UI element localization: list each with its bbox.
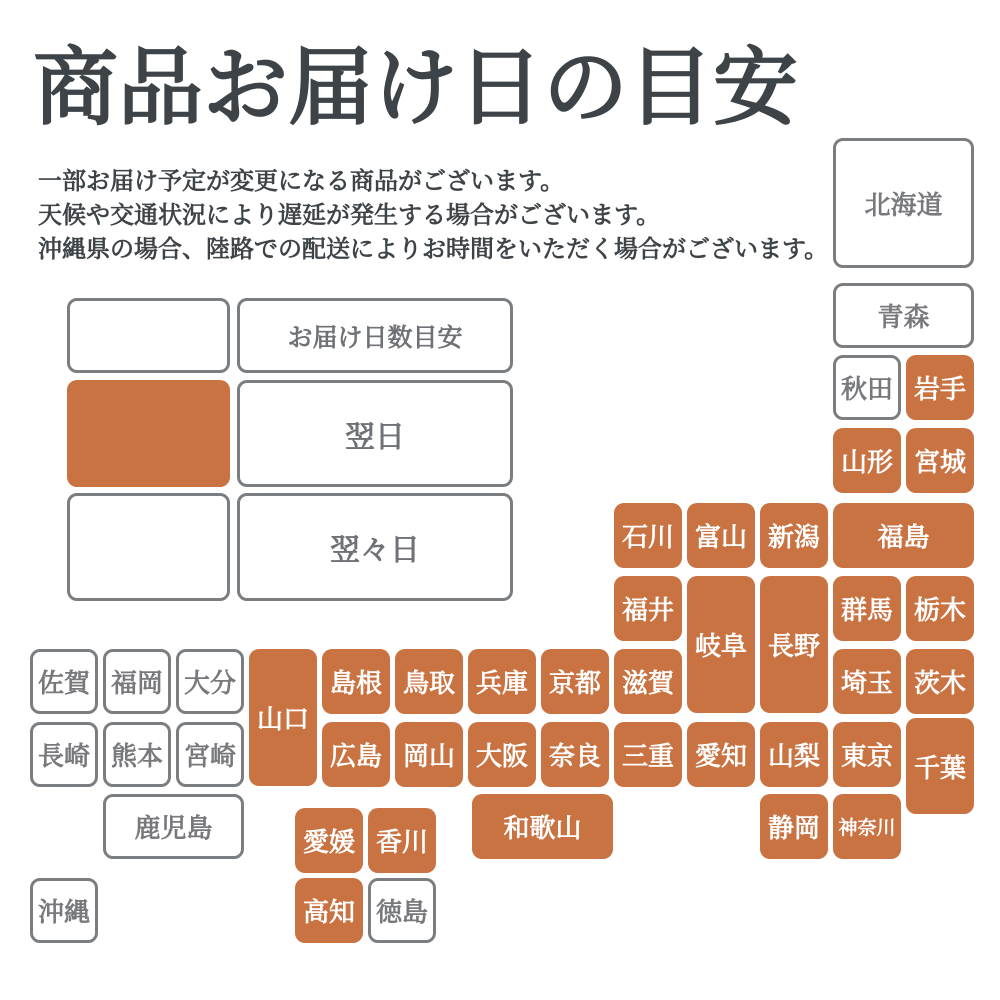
prefecture-box-mie [614, 722, 682, 787]
prefecture-label-ehime: 愛媛 [302, 827, 355, 857]
prefecture-label-nara: 奈良 [548, 741, 601, 771]
prefecture-label-kyoto: 京都 [548, 668, 601, 698]
prefecture-label-saga: 佐賀 [37, 668, 90, 698]
prefecture-box-nagasaki [30, 722, 98, 787]
prefecture-box-gifu [687, 576, 755, 713]
prefecture-box-kagoshima [103, 794, 244, 859]
prefecture-box-tottori [395, 649, 463, 714]
note-line-1: 一部お届け予定が変更になる商品がございます。 [38, 168, 565, 195]
prefecture-label-kagoshima: 鹿児島 [134, 813, 213, 843]
prefecture-box-miyazaki [176, 722, 244, 787]
prefecture-label-kumamoto: 熊本 [110, 741, 163, 771]
prefecture-label-hiroshima: 広島 [329, 741, 382, 771]
legend-next-day-label: 翌日 [345, 420, 405, 454]
prefecture-box-aomori [833, 283, 974, 348]
prefecture-label-oita: 大分 [183, 668, 236, 698]
prefecture-box-tokyo [833, 722, 901, 787]
prefecture-label-tottori: 鳥取 [402, 668, 455, 698]
prefecture-label-fukushima: 福島 [877, 522, 930, 552]
prefecture-label-gunma: 群馬 [840, 595, 893, 625]
prefecture-label-yamanashi: 山梨 [767, 741, 820, 771]
prefecture-box-nara [541, 722, 609, 787]
prefecture-label-iwate: 岩手 [913, 374, 966, 404]
prefecture-label-toyama: 富山 [694, 522, 747, 552]
prefecture-box-saga [30, 649, 98, 714]
prefecture-box-saitama [833, 649, 901, 714]
prefecture-box-oita [176, 649, 244, 714]
prefecture-label-mie: 三重 [621, 741, 674, 771]
prefecture-box-aichi [687, 722, 755, 787]
prefecture-label-tokushima: 徳島 [375, 897, 428, 927]
prefecture-label-yamagata: 山形 [840, 447, 893, 477]
prefecture-box-okayama [395, 722, 463, 787]
prefecture-label-ibaraki: 茨木 [913, 668, 966, 698]
prefecture-box-hyogo [468, 649, 536, 714]
prefecture-box-yamanashi [760, 722, 828, 787]
legend-two-days-label: 翌々日 [330, 534, 420, 567]
prefecture-label-chiba: 千葉 [913, 752, 966, 783]
prefecture-box-shiga [614, 649, 682, 714]
prefecture-label-okinawa: 沖縄 [37, 897, 90, 927]
prefecture-label-ishikawa: 石川 [621, 522, 674, 552]
prefecture-label-kagawa: 香川 [375, 827, 428, 857]
prefecture-label-hokkaido: 北海道 [864, 189, 943, 220]
prefecture-box-nagano [760, 576, 828, 713]
prefecture-box-wakayama [472, 794, 613, 859]
prefecture-box-kagawa [368, 808, 436, 873]
prefecture-box-hokkaido [833, 138, 974, 268]
prefecture-label-niigata: 新潟 [767, 522, 820, 552]
prefecture-label-miyazaki: 宮崎 [183, 741, 236, 771]
prefecture-label-kanagawa: 神奈川 [838, 818, 896, 839]
prefecture-label-aomori: 青森 [877, 302, 930, 332]
prefecture-box-miyagi [906, 428, 974, 493]
prefecture-label-shizuoka: 静岡 [767, 813, 820, 843]
prefecture-box-niigata [760, 503, 828, 568]
prefecture-box-ehime [295, 808, 363, 873]
prefecture-label-tochigi: 栃木 [913, 595, 966, 625]
prefecture-box-kumamoto [103, 722, 171, 787]
note-line-3: 沖縄県の場合、陸路での配送によりお時間をいただく場合がございます。 [38, 236, 829, 263]
prefecture-box-osaka [468, 722, 536, 787]
prefecture-box-tokushima [368, 878, 436, 943]
prefecture-box-okinawa [30, 878, 98, 943]
prefecture-label-kochi: 高知 [302, 897, 355, 927]
prefecture-label-aichi: 愛知 [694, 741, 747, 771]
prefecture-label-tokyo: 東京 [840, 741, 893, 771]
prefecture-box-shizuoka [760, 794, 828, 859]
prefecture-label-akita: 秋田 [840, 374, 893, 404]
prefecture-box-ibaraki [906, 649, 974, 714]
note-line-2: 天候や交通状況により遅延が発生する場合がございます。 [38, 202, 661, 229]
prefecture-box-yamagata [833, 428, 901, 493]
prefecture-label-hyogo: 兵庫 [475, 668, 528, 698]
prefecture-box-tochigi [906, 576, 974, 641]
page-title: 商品お届け日の目安 [33, 41, 799, 136]
prefecture-label-osaka: 大阪 [475, 741, 528, 771]
prefecture-label-nagasaki: 長崎 [37, 741, 90, 771]
prefecture-label-yamaguchi: 山口 [256, 704, 309, 734]
prefecture-box-hiroshima [322, 722, 390, 787]
prefecture-label-okayama: 岡山 [402, 741, 455, 771]
prefecture-label-fukui: 福井 [621, 595, 674, 625]
prefecture-label-fukuoka: 福岡 [110, 668, 163, 698]
prefecture-label-nagano: 長野 [767, 631, 820, 661]
prefecture-box-toyama [687, 503, 755, 568]
prefecture-box-kyoto [541, 649, 609, 714]
prefecture-label-saitama: 埼玉 [840, 668, 893, 698]
prefecture-box-yamaguchi [249, 649, 317, 786]
prefecture-box-gunma [833, 576, 901, 641]
prefecture-box-iwate [906, 355, 974, 420]
prefecture-label-shiga: 滋賀 [621, 668, 674, 698]
prefecture-label-wakayama: 和歌山 [503, 813, 582, 843]
prefecture-box-fukuoka [103, 649, 171, 714]
prefecture-box-chiba [906, 718, 974, 814]
prefecture-box-akita [833, 355, 901, 420]
prefecture-label-shimane: 島根 [329, 668, 382, 698]
prefecture-box-kanagawa [833, 794, 901, 859]
prefecture-box-kochi [295, 878, 363, 943]
prefecture-box-ishikawa [614, 503, 682, 568]
prefecture-box-fukui [614, 576, 682, 641]
prefecture-box-fukushima [833, 503, 974, 568]
prefecture-label-miyagi: 宮城 [913, 447, 966, 477]
prefecture-label-gifu: 岐阜 [694, 631, 747, 661]
prefecture-box-shimane [322, 649, 390, 714]
legend-header-label: お届け日数目安 [287, 323, 463, 352]
